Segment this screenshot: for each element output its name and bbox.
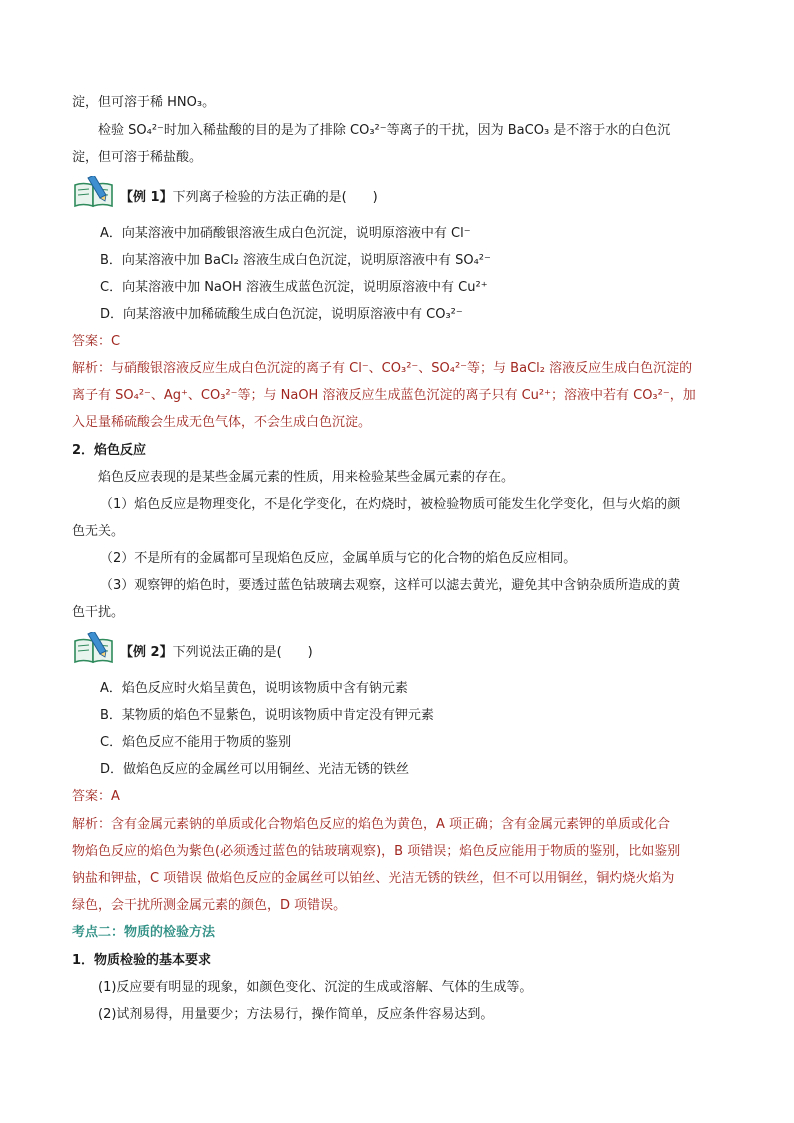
example-2-option-b: B．某物质的焰色不显紫色，说明该物质中肯定没有钾元素 <box>100 708 434 723</box>
section-3-requirement-2: (2)试剂易得，用量要少；方法易行，操作简单，反应条件容易达到。 <box>98 1007 494 1022</box>
example-1-option-d: D．向某溶液中加稀硫酸生成白色沉淀，说明原溶液中有 CO₃²⁻ <box>100 307 463 322</box>
example-2-answer: 答案：A <box>72 789 120 804</box>
section-3-requirement-1: (1)反应要有明显的现象，如颜色变化、沉淀的生成或溶解、气体的生成等。 <box>98 980 533 995</box>
example-2-option-a: A．焰色反应时火焰呈黄色，说明该物质中含有钠元素 <box>100 681 408 696</box>
intro-line-3: 淀，但可溶于稀盐酸。 <box>72 150 203 165</box>
example-1-option-a: A．向某溶液中加硝酸银溶液生成白色沉淀，说明原溶液中有 Cl⁻ <box>100 226 471 241</box>
book-pencil-icon <box>72 176 116 208</box>
section-2-point-2: （2）不是所有的金属都可呈现焰色反应，金属单质与它的化合物的焰色反应相同。 <box>100 551 577 566</box>
example-1-analysis-line: 入足量稀硫酸会生成无色气体，不会生成白色沉淀。 <box>72 415 372 430</box>
intro-line-1: 淀，但可溶于稀 HNO₃。 <box>72 95 216 110</box>
intro-line-2: 检验 SO₄²⁻时加入稀盐酸的目的是为了排除 CO₃²⁻等离子的干扰，因为 BaCO₃ 是不溶于水的白色沉 <box>98 123 671 138</box>
section-2-point-3: （3）观察钾的焰色时，要透过蓝色钴玻璃去观察，这样可以滤去黄光，避免其中含钠杂质所造成的黄 <box>100 578 681 593</box>
example-1-analysis-line: 解析：与硝酸银溶液反应生成白色沉淀的离子有 Cl⁻、CO₃²⁻、SO₄²⁻等；与 BaCl₂ 溶液反应生成白色沉淀的 <box>72 361 693 376</box>
example-2-analysis-line: 解析：含有金属元素钠的单质或化合物焰色反应的焰色为黄色，A 项正确；含有金属元素钾的单质或化合 <box>72 817 671 832</box>
example-1-option-b: B．向某溶液中加 BaCl₂ 溶液生成白色沉淀，说明原溶液中有 SO₄²⁻ <box>100 253 491 268</box>
example-1-tag: 【例 1】 <box>120 190 173 205</box>
example-2-question: 下列说法正确的是( ) <box>172 645 313 660</box>
example-1-option-c: C．向某溶液中加 NaOH 溶液生成蓝色沉淀，说明原溶液中有 Cu²⁺ <box>100 280 488 295</box>
example-2-analysis-line: 钠盐和钾盐，C 项错误 做焰色反应的金属丝可以铂丝、光洁无锈的铁丝，但不可以用铜丝，铜灼烧火焰为 <box>72 871 675 886</box>
section-2-point-1: （1）焰色反应是物理变化，不是化学变化，在灼烧时，被检验物质可能发生化学变化，但与火焰的颜 <box>100 497 681 512</box>
example-1-answer: 答案：C <box>72 334 121 349</box>
example-1-title <box>120 188 378 208</box>
section-3-heading: 1．物质检验的基本要求 <box>72 953 212 968</box>
kaodian-heading: 考点二：物质的检验方法 <box>72 925 216 940</box>
example-2-tag: 【例 2】 <box>120 645 173 660</box>
section-2-point-3-cont: 色干扰。 <box>72 605 125 620</box>
section-2-point-1-cont: 色无关。 <box>72 524 125 539</box>
example-2-option-d: D．做焰色反应的金属丝可以用铜丝、光洁无锈的铁丝 <box>100 762 410 777</box>
example-2-title <box>120 643 313 663</box>
example-1-analysis-line: 离子有 SO₄²⁻、Ag⁺、CO₃²⁻等；与 NaOH 溶液反应生成蓝色沉淀的离子只有 Cu²⁺；溶液中若有 CO₃²⁻，加 <box>72 388 696 403</box>
book-pencil-icon <box>72 632 116 664</box>
section-2-heading: 2．焰色反应 <box>72 443 147 458</box>
example-1-question: 下列离子检验的方法正确的是( ) <box>172 190 378 205</box>
section-2-intro: 焰色反应表现的是某些金属元素的性质，用来检验某些金属元素的存在。 <box>98 470 515 485</box>
example-2-analysis-line: 绿色，会干扰所测金属元素的颜色，D 项错误。 <box>72 898 347 913</box>
example-2-analysis-line: 物焰色反应的焰色为紫色(必须透过蓝色的钴玻璃观察)，B 项错误；焰色反应能用于物质的鉴别，比如鉴别 <box>72 844 681 859</box>
example-2-option-c: C．焰色反应不能用于物质的鉴别 <box>100 735 292 750</box>
